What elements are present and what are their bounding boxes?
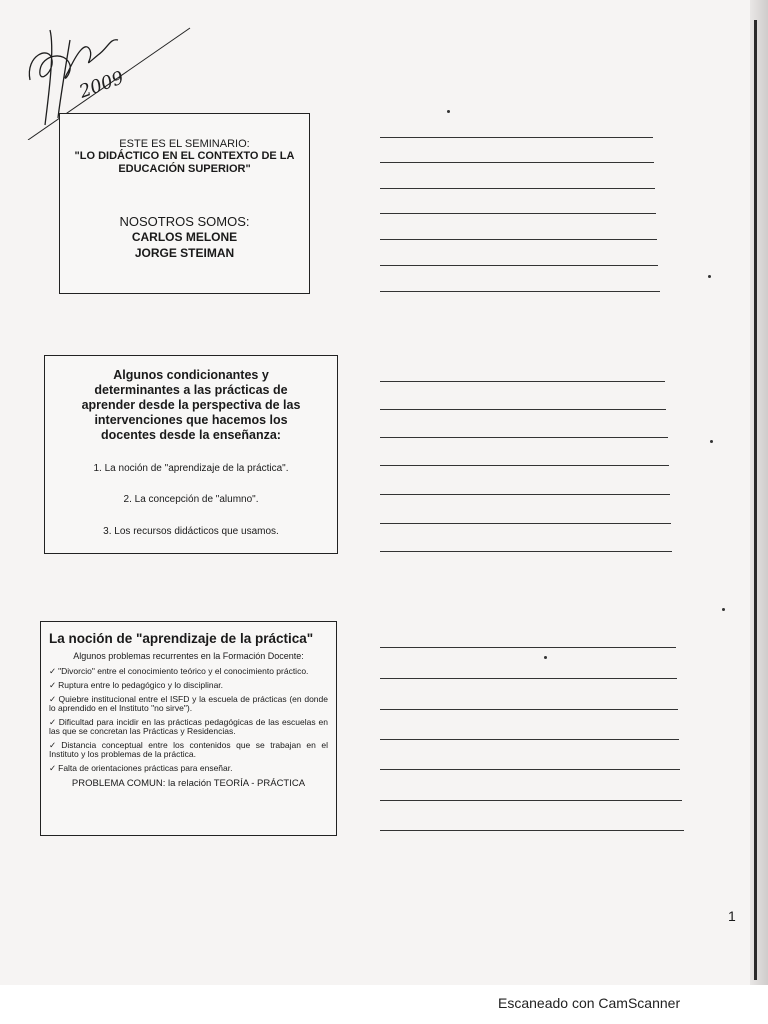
problem-list — [49, 667, 328, 773]
checkmark-icon: ✓ — [49, 666, 57, 676]
list-item: ✓ Falta de orientaciones prácticas para enseñar. — [49, 763, 233, 773]
list-item: ✓ Quiebre institucional entre el ISFD y la escuela de prácticas (en donde lo aprendido en el Instituto "no sirve"). — [49, 694, 328, 713]
page-number: 1 — [728, 908, 736, 924]
presenter-name-2: JORGE STEIMAN — [134, 246, 235, 260]
slide-seminar-title — [59, 113, 310, 294]
checkmark-icon: ✓ — [49, 763, 57, 773]
checkmark-icon: ✓ — [49, 680, 57, 690]
slide-conditioning-factors — [44, 355, 338, 554]
list-item: 3. Los recursos didácticos que usamos. — [103, 526, 279, 537]
page-edge — [750, 0, 768, 985]
slide-practice-learning — [40, 621, 337, 836]
presenter-name-1: CARLOS MELONE — [131, 230, 238, 244]
checkmark-icon: ✓ — [49, 694, 57, 704]
slide3-footer: PROBLEMA COMUN: la relación TEORÍA - PRÁCTICA — [71, 778, 306, 789]
slide3-subheading: Algunos problemas recurrentes en la Formación Docente: — [73, 651, 304, 661]
scanner-footer — [0, 985, 768, 1024]
list-item: ✓ "Divorcio" entre el conocimiento teórico y el conocimiento práctico. — [49, 666, 309, 676]
svg-text:2009: 2009 — [76, 67, 127, 103]
seminar-intro: ESTE ES EL SEMINARIO: — [119, 138, 250, 150]
list-item: ✓ Dificultad para incidir en las prácticas pedagógicas de las escuelas en las que se concretan las Prácticas y Residencias. — [49, 717, 328, 736]
slide2-heading: Algunos condicionantes y determinantes a las prácticas de aprender desde la perspectiva de las intervenciones que hacemos los docentes desde la enseñanza: — [81, 368, 301, 442]
seminar-title-line2: EDUCACIÓN SUPERIOR" — [118, 163, 251, 175]
we-are-label: NOSOTROS SOMOS: — [119, 214, 250, 229]
list-item: ✓ Distancia conceptual entre los contenidos que se trabajan en el Instituto y los problemas de la práctica. — [49, 740, 328, 759]
seminar-title-line1: "LO DIDÁCTICO EN EL CONTEXTO DE LA — [74, 150, 295, 162]
list-item: 1. La noción de "aprendizaje de la práctica". — [93, 463, 289, 474]
slide3-heading: La noción de "aprendizaje de la práctica" — [49, 631, 314, 646]
scanner-footer-text: Escaneado con CamScanner — [498, 995, 681, 1011]
checkmark-icon: ✓ — [49, 717, 57, 727]
list-item: ✓ Ruptura entre lo pedagógico y lo disciplinar. — [49, 680, 224, 690]
list-item: 2. La concepción de "alumno". — [123, 494, 259, 505]
checkmark-icon: ✓ — [49, 740, 60, 750]
